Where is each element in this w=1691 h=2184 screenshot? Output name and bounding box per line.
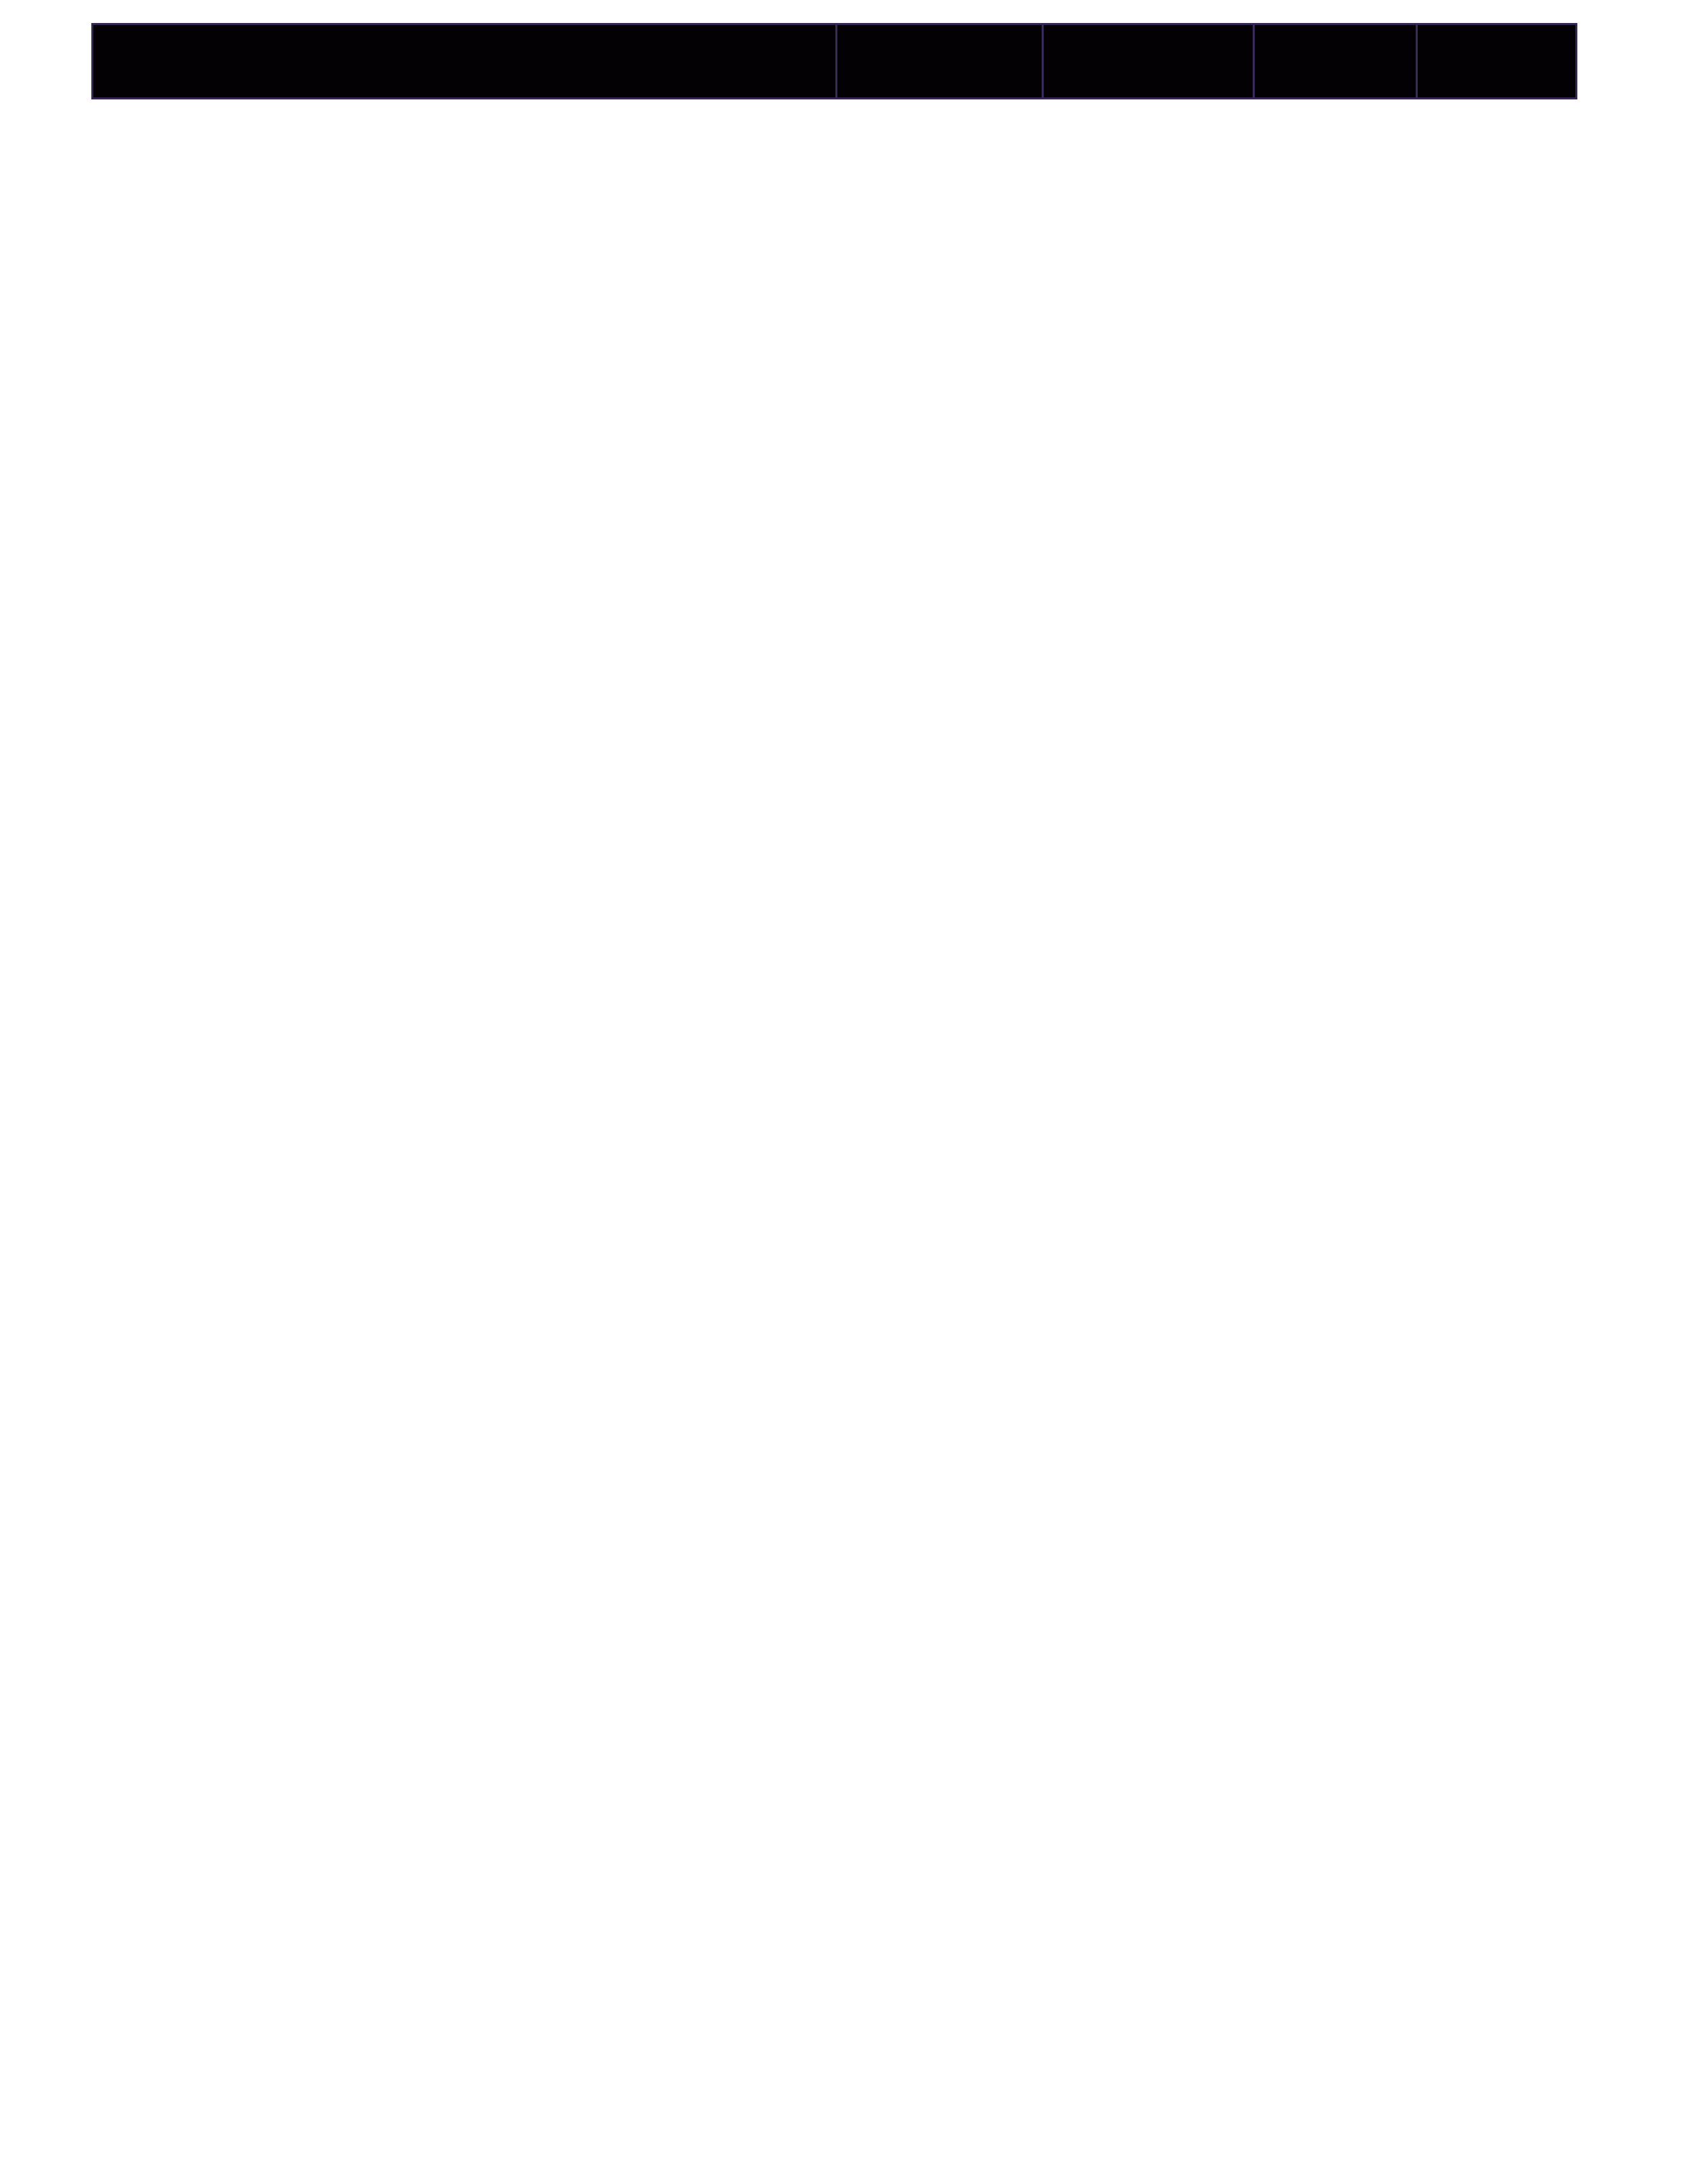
table-header-row	[91, 23, 1577, 99]
product-table	[91, 23, 1577, 99]
page-number-tab	[1596, 1970, 1691, 2090]
header-separator	[1253, 25, 1255, 97]
header-separator	[835, 25, 837, 97]
header-separator	[1042, 25, 1044, 97]
header-separator	[1416, 25, 1418, 97]
